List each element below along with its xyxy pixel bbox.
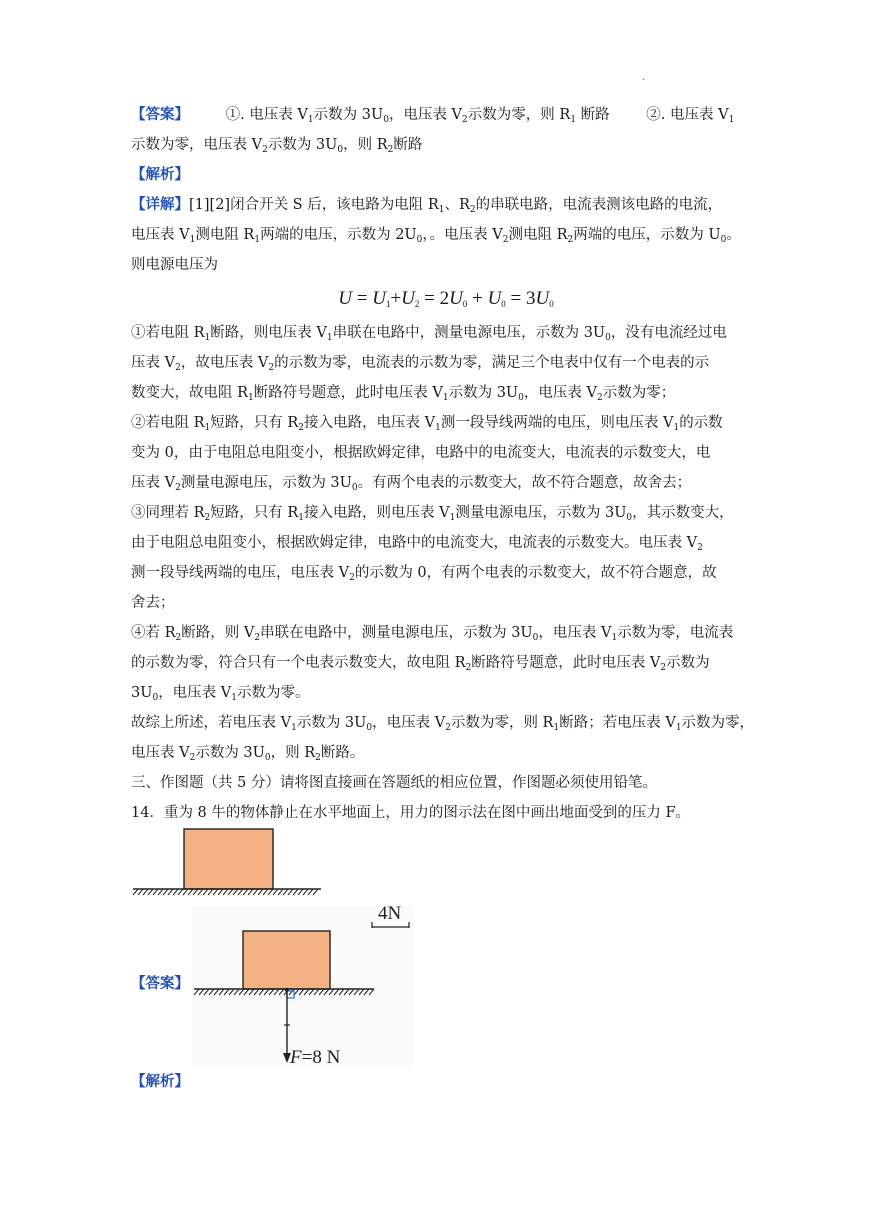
answer-item1: 电压表 $V_1$示数为 $3U_0$，电压表 $V_2$示数为零，则 $R_1$ 断路 [249,107,610,125]
case3-line-1: ③同理若 $R_2$短路，只有 $R_1$接入电路，则电压表 $V_1$测量电源电压，示数为 $3U_0$，其示数变大， [131,505,734,523]
force-label: F=8 N [290,1047,341,1068]
case3-line-2: 由于电阻总电阻变小，根据欧姆定律，电路中的电流变大，电流表的示数变大。电压表 $V_2$ [131,535,703,553]
case4-line-3: $3U_0$，电压表 $V_1$示数为零。 [131,685,310,703]
page-mark: . [642,72,646,83]
section-3-heading: 三、作图题（共 5 分）请将图直接画在答题纸的相应位置，作图题必须使用铅笔。 [131,775,657,791]
case2-line-1: ②若电阻 $R_1$短路，只有 $R_2$接入电路，电压表 $V_1$测一段导线两端的电压，则电压表 $V_1$的示数 [131,415,723,433]
ground-hatch [133,889,318,895]
case4-line-2: 的示数为零，符合只有一个电表示数变大，故电阻 $R_2$断路符号题意，此时电压表 $V_2$示数为 [131,655,710,673]
final-analysis-tag: 【解析】 [131,1073,189,1090]
case2-line-2: 变为 0，由于电阻总电阻变小，根据欧姆定律，电路中的电流变大，电流表的示数变大，电 [131,445,711,461]
case2-line-3: 压表 $V_2$测量电源电压，示数为 $3U_0$。有两个电表的示数变大，故不符合题意，故舍去； [131,475,692,493]
case3-line-3: 测一段导线两端的电压，电压表 $V_2$的示数为 0，有两个电表的示数变大，故不符合题意，故 [131,565,717,583]
answer-item2-marker: ②. [646,107,666,123]
answer-item2-sub: 1 [728,115,735,125]
case1-line-2: 压表 $V_2$，故电压表 $V_2$的示数为零，电流表的示数为零，满足三个电表中仅有一个电表的示 [131,355,710,373]
answer-tag: 【答案】 [131,106,189,123]
summary-line-1: 故综上所述，若电压表 $V_1$示数为 $3U_0$，电压表 $V_2$示数为零，则 $R_1$断路；若电压表 $V_1$示数为零， [131,715,755,733]
block [243,931,330,989]
scale-label: 4N [378,905,402,924]
voltage-formula: $U = U_1+U_2 = 2U_0 + U_0 = 3U_0$ [338,288,554,309]
answer-figure [192,905,414,1068]
summary-line-2: 电压表 $V_2$示数为 $3U_0$，则 $R_2$断路。 [131,745,365,763]
question-figure [131,827,323,897]
figure-answer-tag: 【答案】 [131,975,189,992]
case3-line-4: 舍去； [131,595,175,611]
question-14: 14．重为 8 牛的物体静止在水平地面上，用力的图示法在图中画出地面受到的压力 F。 [131,805,691,821]
document-body [131,100,755,828]
detail-line-2: 电压表 $V_1$测电阻 $R_1$两端的电压，示数为 $2U_0$，。电压表 $V_2$测电阻 $R_2$两端的电压，示数为 $U_0$。 [131,227,741,245]
detail-tag: 【详解】 [131,196,189,213]
analysis-tag: 【解析】 [131,166,189,183]
detail-line-3: 则电源电压为 [131,257,218,273]
answer-item2-start: 电压表 V [669,107,729,123]
answer-line-1 [131,100,741,130]
detail-line-1 [131,190,741,220]
case1-line-3: 数变大，故电阻 $R_1$断路符号题意，此时电压表 $V_1$示数为 $3U_0$，电压表 $V_2$示数为零； [131,385,676,403]
case1-line-1: ①若电阻 $R_1$断路，则电压表 $V_1$串联在电路中，测量电源电压，示数为 $3U_0$，没有电流经过电 [131,325,727,343]
case4-line-1: ④若 $R_2$断路，则 $V_2$串联在电路中，测量电源电压，示数为 $3U_0$，电压表 $V_1$示数为零，电流表 [131,625,734,643]
detail-text-1: [1][2]闭合开关 S 后，该电路为电阻 $R_1$、$R_2$的串联电路，电流表测该电路的电流， [189,197,723,215]
answer-item1-marker: ①. [225,107,245,123]
block [184,829,273,889]
answer-line-2: 示数为零，电压表 $V_2$示数为 $3U_0$，则 $R_2$断路 [131,137,423,155]
analysis-heading [131,160,741,190]
